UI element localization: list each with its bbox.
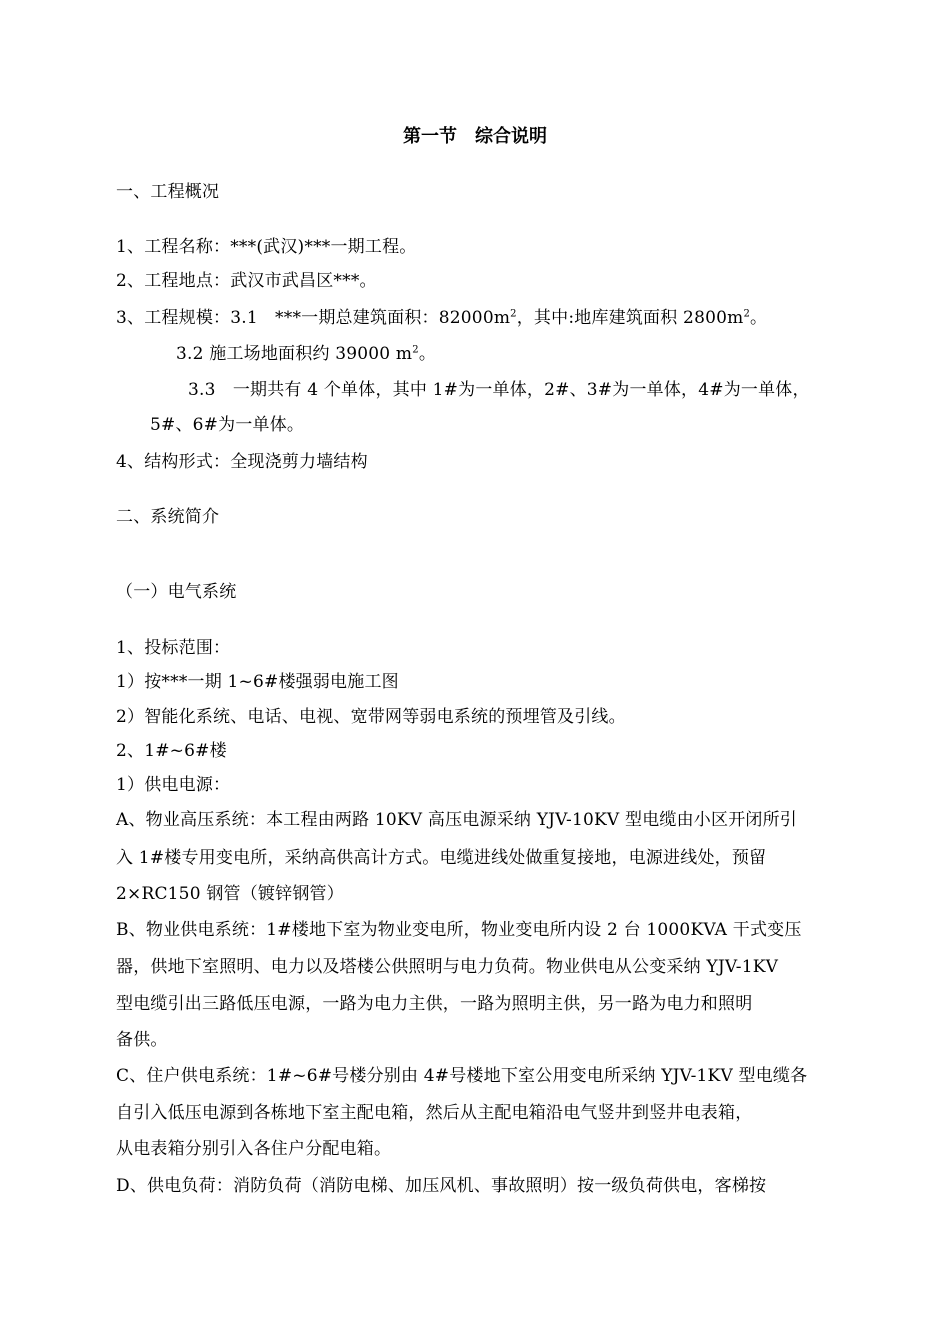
site-area xyxy=(176,342,436,366)
paragraph-b-line3: 型电缆引出三路低压电源，一路为电力主供，一路为照明主供，另一路为电力和照明 xyxy=(116,994,753,1014)
paragraph-c-line3: 从电表箱分别引入各住户分配电箱。 xyxy=(116,1139,392,1159)
project-location: 2、工程地点：武汉市武昌区***。 xyxy=(116,271,377,291)
project-scale xyxy=(116,306,767,330)
bid-scope-item2: 2）智能化系统、电话、电视、宽带网等弱电系统的预埋管及引线。 xyxy=(116,707,626,727)
buildings-heading: 2、1#~6#楼 xyxy=(116,741,227,761)
structure-form: 4、结构形式：全现浇剪力墙结构 xyxy=(116,452,368,472)
building-units-line2: 5#、6#为一单体。 xyxy=(150,415,305,435)
project-scale-mid: ，其中:地库建筑面积 2800m xyxy=(516,308,744,328)
heading-project-overview: 一、工程概况 xyxy=(116,182,220,202)
paragraph-a-line1: A、物业高压系统：本工程由两路 10KV 高压电源采纳 YJV-10KV 型电缆由小区开闭所引 xyxy=(116,810,798,830)
bid-scope-item1: 1）按***一期 1~6#楼强弱电施工图 xyxy=(116,672,399,692)
paragraph-a-line2: 入 1#楼专用变电所，采纳高供高计方式。电缆进线处做重复接地，电源进线处，预留 xyxy=(116,848,767,868)
heading-electrical-system: （一）电气系统 xyxy=(116,582,237,602)
project-scale-end: 。 xyxy=(750,308,768,328)
paragraph-c-line2: 自引入低压电源到各栋地下室主配电箱，然后从主配电箱沿电气竖井到竖井电表箱， xyxy=(116,1103,753,1123)
site-area-text: 3.2 施工场地面积约 39000 m xyxy=(176,344,413,364)
superscript-2: 2 xyxy=(412,344,419,356)
power-source-heading: 1）供电电源： xyxy=(116,775,231,795)
heading-system-intro: 二、系统简介 xyxy=(116,507,220,527)
paragraph-b-line2: 器，供地下室照明、电力以及塔楼公供照明与电力负荷。物业供电从公变采纳 YJV-1KV xyxy=(116,957,779,977)
project-name: 1、工程名称：***(武汉)***一期工程。 xyxy=(116,237,417,257)
superscript-2: 2 xyxy=(510,308,517,320)
paragraph-d-line1: D、供电负荷：消防负荷（消防电梯、加压风机、事故照明）按一级负荷供电，客梯按 xyxy=(116,1176,767,1196)
bid-scope: 1、投标范围： xyxy=(116,638,231,658)
paragraph-a-line3: 2×RC150 钢管（镀锌钢管） xyxy=(116,884,344,904)
site-area-end: 。 xyxy=(418,344,437,364)
paragraph-b-line4: 备供。 xyxy=(116,1030,168,1050)
project-scale-main: 3、工程规模：3.1 ***一期总建筑面积：82000m xyxy=(116,308,511,328)
superscript-2: 2 xyxy=(743,308,750,320)
section-title: 第一节 综合说明 xyxy=(403,126,547,147)
paragraph-b-line1: B、物业供电系统：1#楼地下室为物业变电所，物业变电所内设 2 台 1000KVA 干式变压 xyxy=(116,920,802,940)
paragraph-c-line1: C、住户供电系统：1#~6#号楼分别由 4#号楼地下室公用变电所采纳 YJV-1KV 型电缆各 xyxy=(116,1066,808,1086)
building-units-line1: 3.3 一期共有 4 个单体，其中 1#为一单体，2#、3#为一单体，4#为一单体， xyxy=(188,380,810,400)
